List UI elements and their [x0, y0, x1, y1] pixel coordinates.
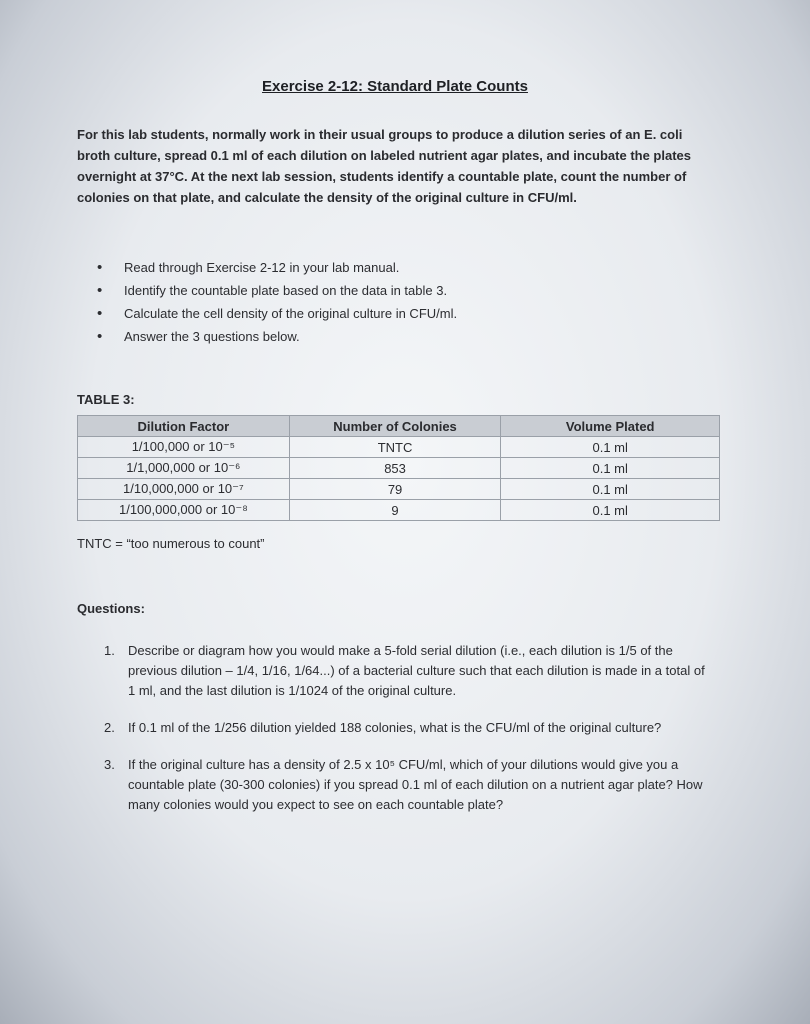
cell-dilution: 1/100,000,000 or 10⁻⁸	[78, 500, 290, 521]
header-volume-plated: Volume Plated	[501, 416, 720, 437]
question-text: If 0.1 ml of the 1/256 dilution yielded 188 colonies, what is the CFU/ml of the original culture?	[128, 720, 662, 735]
instruction-item: • Calculate the cell density of the original culture in CFU/ml.	[97, 302, 697, 325]
cell-colonies: 79	[289, 479, 501, 500]
questions-heading: Questions:	[77, 601, 145, 616]
question-list	[104, 641, 714, 832]
cell-dilution: 1/10,000,000 or 10⁻⁷	[78, 479, 290, 500]
instruction-item: • Read through Exercise 2-12 in your lab manual.	[97, 256, 697, 279]
instruction-list	[97, 256, 697, 348]
data-table	[77, 415, 720, 521]
table-header-row	[78, 416, 720, 437]
question-number: 3.	[104, 757, 115, 772]
instruction-item: • Answer the 3 questions below.	[97, 325, 697, 348]
cell-colonies: TNTC	[289, 437, 501, 458]
instruction-item: • Identify the countable plate based on the data in table 3.	[97, 279, 697, 302]
cell-volume: 0.1 ml	[501, 479, 720, 500]
cell-dilution: 1/1,000,000 or 10⁻⁶	[78, 458, 290, 479]
table-row	[78, 458, 720, 479]
table-label: TABLE 3:	[77, 392, 135, 407]
cell-dilution: 1/100,000 or 10⁻⁵	[78, 437, 290, 458]
intro-paragraph: For this lab students, normally work in their usual groups to produce a dilution series of an E. coli broth culture, spread 0.1 ml of each dilution on labeled nutrient agar plates, and incubate the plates overnight at 37°C. At the next lab session, students identify a countable plate, count the number of colonies on that plate, and calculate the density of the original culture in CFU/ml.	[77, 127, 691, 205]
question-text: If the original culture has a density of 2.5 x 10⁵ CFU/ml, which of your dilutions would give you a countable plate (30-300 colonies) if you spread 0.1 ml of each dilution on a nutrient agar plate? How many colonies would you expect to see on each countable plate?	[128, 757, 703, 812]
question-text: Describe or diagram how you would make a 5-fold serial dilution (i.e., each dilution is 1/5 of the previous dilution – 1/4, 1/16, 1/64...) of a bacterial culture such that each dilution is made in a total of 1 ml, and the last dilution is 1/1024 of the original culture.	[128, 643, 705, 698]
question-item	[104, 641, 714, 701]
table-row	[78, 479, 720, 500]
question-item	[104, 718, 714, 738]
question-number: 1.	[104, 643, 115, 658]
page-title: Exercise 2-12: Standard Plate Counts	[262, 78, 528, 95]
cell-volume: 0.1 ml	[501, 437, 720, 458]
cell-colonies: 853	[289, 458, 501, 479]
cell-volume: 0.1 ml	[501, 500, 720, 521]
question-number: 2.	[104, 720, 115, 735]
cell-colonies: 9	[289, 500, 501, 521]
table-footnote: TNTC = “too numerous to count”	[77, 536, 265, 551]
header-dilution-factor: Dilution Factor	[78, 416, 290, 437]
table-row	[78, 437, 720, 458]
cell-volume: 0.1 ml	[501, 458, 720, 479]
table-row	[78, 500, 720, 521]
header-number-of-colonies: Number of Colonies	[289, 416, 501, 437]
question-item	[104, 755, 714, 815]
